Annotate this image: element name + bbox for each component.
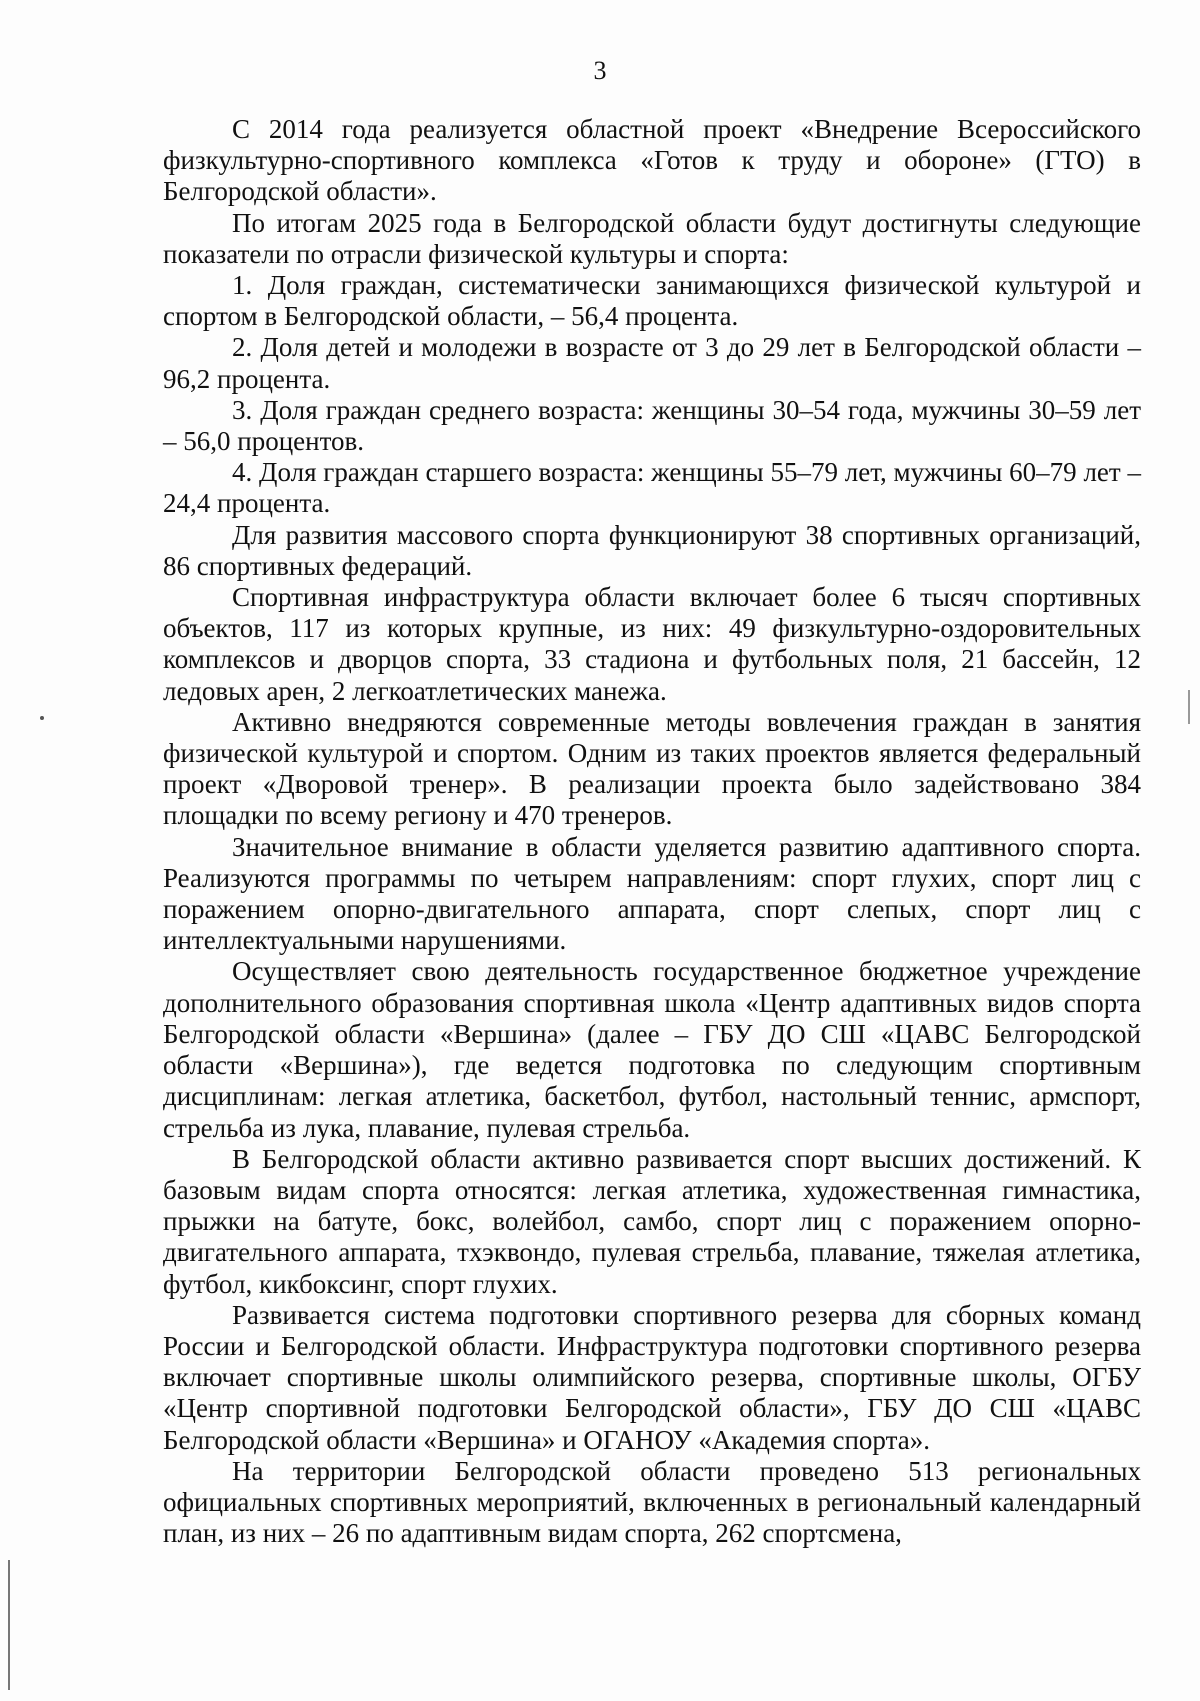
scan-artifact-line	[8, 1560, 10, 1690]
paragraph-mass-sport: Для развития массового спорта функционируют 38 спортивных организаций, 86 спортивных федераций.	[163, 519, 1141, 581]
paragraph-indicator-4: 4. Доля граждан старшего возраста: женщины 55–79 лет, мужчины 60–79 лет – 24,4 процента.	[163, 457, 1141, 519]
paragraph-adaptive-sport: Значительное внимание в области уделяется развитию адаптивного спорта. Реализуются программы по четырем направлениям: спорт глухих, спорт лиц с поражением опорно-двигательного аппарата, спорт слепых, спорт лиц с интеллектуальными нарушениями.	[163, 831, 1141, 956]
scan-artifact-dot	[40, 716, 44, 720]
scan-artifact-line	[1188, 690, 1190, 724]
paragraph-indicator-1: 1. Доля граждан, систематически занимающихся физической культурой и спортом в Белгородской области, – 56,4 процента.	[163, 270, 1141, 332]
page-number: 3	[593, 56, 607, 85]
paragraph-elite-sport: В Белгородской области активно развивается спорт высших достижений. К базовым видам спорта относятся: легкая атлетика, художественная гимнастика, прыжки на батуте, бокс, волейбол, самбо, спорт лиц с поражением опорно-двигательного аппарата, тхэквондо, пулевая стрельба, плавание, тяжелая атлетика, футбол, кикбоксинг, спорт глухих.	[163, 1143, 1141, 1299]
paragraph-indicator-3: 3. Доля граждан среднего возраста: женщины 30–54 года, мужчины 30–59 лет – 56,0 процентов.	[163, 394, 1141, 457]
paragraph-infrastructure: Спортивная инфраструктура области включает более 6 тысяч спортивных объектов, 117 из которых крупные, из них: 49 физкультурно-оздоровительных комплексов и дворцов спорта, 33 стадиона и футбольных поля, 21 бассейн, 12 ледовых арен, 2 легкоатлетических манежа.	[163, 582, 1141, 706]
paragraph-vershina-school: Осуществляет свою деятельность государственное бюджетное учреждение дополнительного образования спортивная школа «Центр адаптивных видов спорта Белгородской области «Вершина» (далее – ГБУ ДО СШ «ЦАВС Белгородской области «Вершина»), где ведется подготовка по следующим спортивным дисциплинам: легкая атлетика, баскетбол, футбол, настольный теннис, армспорт, стрельба из лука, плавание, пулевая стрельба.	[163, 956, 1141, 1143]
paragraph-gto-project: С 2014 года реализуется областной проект «Внедрение Всероссийского физкультурно-спортивного комплекса «Готов к труду и обороне» (ГТО) в Белгородской области».	[163, 114, 1141, 207]
paragraph-indicator-2: 2. Доля детей и молодежи в возрасте от 3 до 29 лет в Белгородской области – 96,2 процента.	[163, 332, 1141, 394]
paragraph-sport-reserve: Развивается система подготовки спортивного резерва для сборных команд России и Белгородской области. Инфраструктура подготовки спортивного резерва включает спортивные школы олимпийского резерва, спортивные школы, ОГБУ «Центр спортивной подготовки Белгородской области», ГБУ ДО СШ «ЦАВС Белгородской области «Вершина» и ОГАНОУ «Академия спорта».	[163, 1299, 1141, 1455]
paragraph-indicators-intro: По итогам 2025 года в Белгородской области будут достигнуты следующие показатели по отрасли физической культуры и спорта:	[163, 207, 1141, 269]
paragraph-courtyard-coach: Активно внедряются современные методы вовлечения граждан в занятия физической культурой и спортом. Одним из таких проектов является федеральный проект «Дворовой тренер». В реализации проекта было задействовано 384 площадки по всему региону и 470 тренеров.	[163, 706, 1141, 831]
document-body	[163, 114, 1141, 1549]
paragraph-regional-events: На территории Белгородской области проведено 513 региональных официальных спортивных мероприятий, включенных в региональный календарный план, из них – 26 по адаптивным видам спорта, 262 спортсмена,	[163, 1455, 1141, 1549]
